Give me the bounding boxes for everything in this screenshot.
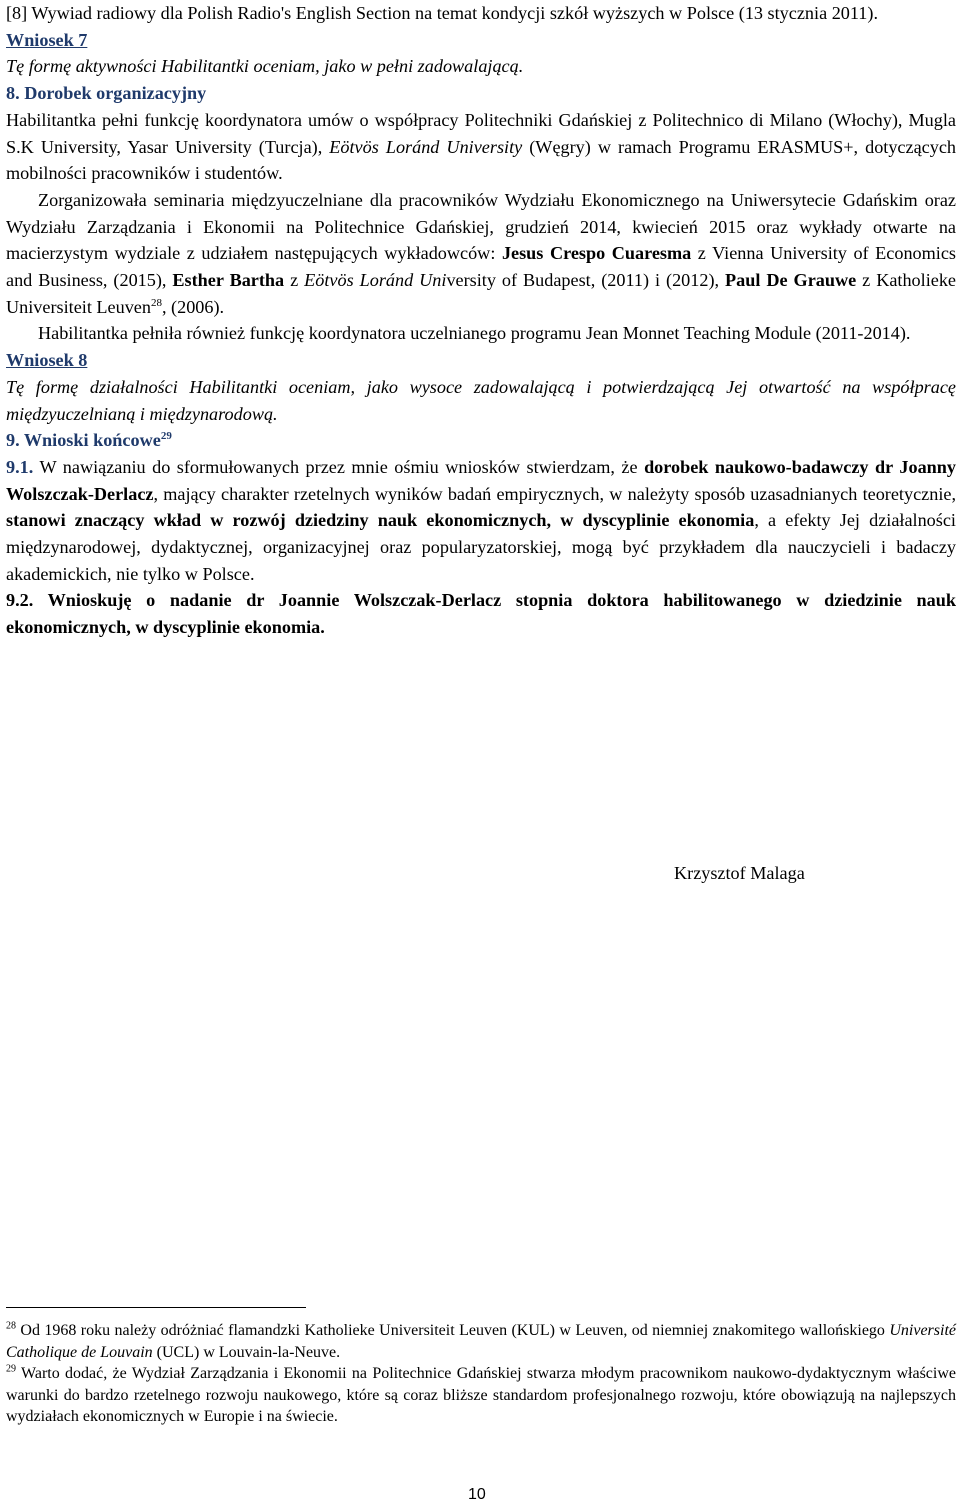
text-run: , (2006).	[161, 296, 225, 317]
text-run: Paul De Grauwe	[725, 270, 857, 291]
footnote-number: 29	[6, 1363, 16, 1375]
text-run: Zorganizowała seminaria międzyuczelniane dla pracowników Wydziału Ekonomicznego na Uniwersytecie Gdańskim oraz Wydziału Zarządzania i Ekonomii na Politechnice Gdańskiej, grudzień 2014, kwiecień 2015 oraz wykłady otwarte na macierzystym wydziale z udziałem następujących wykładowców:	[6, 189, 956, 264]
text-run: Od 1968 roku należy odróżniać flamandzki Katholieke Universiteit Leuven (KUL) w Leuven, od niemniej znakomitego wallońskiego	[16, 1322, 890, 1339]
text-run: W nawiązaniu do sformułowanych przez mnie ośmiu wniosków stwierdzam, że	[33, 456, 645, 477]
text-run: Warto dodać, że Wydział Zarządzania i Ekonomii na Politechnice Gdańskiej stwarza młodym pracownikom naukowo-dydaktycznym właściwe warunki do bardzo rzetelnego rozwoju naukowego, które są coraz bliższe standardom profesjonalnego rozwoju, które obowiązują na najlepszych wydziałach ekonomicznych w Europie i na świecie.	[6, 1365, 956, 1425]
text-run: , mający charakter rzetelnych wyników badań empirycznych, w należyty sposób uzasadnianych teoretycznie,	[153, 483, 956, 504]
heading-text: 9. Wnioski końcowe	[6, 430, 161, 451]
footnote-ref-28[interactable]: 28	[150, 296, 162, 309]
text-run: Habilitantka pełni funkcję koordynatora umów o współpracy Politechniki Gdańskiej z Politechnico di Milano (Włochy), Mugla S.K University, Yasar University (Turcja),	[6, 109, 956, 157]
section-8-heading: 8. Dorobek organizacyjny	[6, 83, 207, 104]
text-run: Eötvös Loránd Uni	[304, 270, 447, 291]
text-run: 9.1.	[6, 456, 34, 477]
text-run: (Węgry) w ramach Programu ERASMUS+, dotyczących mobilności pracowników i studentów.	[6, 136, 956, 184]
signature: Krzysztof Malaga	[674, 863, 805, 883]
text-run: 9.2. Wnioskuję o nadanie dr Joannie Wolszczak-Derlacz stopnia doktora habilitowanego w dziedzinie nauk ekonomicznych, w dyscyplinie ekonomia.	[6, 590, 956, 638]
footnote-number: 28	[6, 1320, 16, 1332]
wniosek-8-text: Tę formę działalności Habilitantki oceniam, jako wysoce zadowalającą i potwierdzającą Jej otwartość na współpracę międzyuczelnianą i międzynarodową.	[6, 376, 956, 424]
wniosek-7-text: Tę formę aktywności Habilitantki oceniam, jako w pełni zadowalającą.	[6, 56, 524, 77]
text-run: dorobek naukowo-badawczy dr Joanny Wolszczak-Derlacz	[6, 456, 956, 504]
wniosek-7-heading: Wniosek 7	[6, 29, 88, 50]
section-8-paragraph-2	[6, 187, 956, 321]
text-run: z Vienna University of Economics and Business, (2015),	[6, 243, 956, 291]
footnotes	[6, 1320, 956, 1428]
footnote-28	[6, 1320, 956, 1363]
text-run: Esther Bartha	[172, 270, 285, 291]
section-9-1-paragraph	[6, 454, 956, 588]
text-run: (UCL) w Louvain-la-Neuve.	[152, 1343, 341, 1361]
document-page	[6, 0, 956, 641]
text-run: z	[284, 270, 305, 291]
wniosek-8-heading: Wniosek 8	[6, 350, 88, 371]
reference-8: [8] Wywiad radiowy dla Polish Radio's English Section na temat kondycji szkół wyższych w Polsce (13 stycznia 2011).	[6, 3, 878, 23]
footnote-29	[6, 1363, 956, 1428]
section-8-paragraph-3: Habilitantka pełniła również funkcję koordynatora uczelnianego programu Jean Monnet Teaching Module (2011-2014).	[38, 323, 911, 344]
page-number: 10	[468, 1486, 486, 1503]
footnote-divider	[6, 1307, 306, 1308]
text-run: z Katholieke Universiteit Leuven	[6, 270, 956, 317]
section-9-2-paragraph	[6, 587, 956, 640]
text-run: , a efekty Jej działalności międzynarodowej, dydaktycznej, organizacyjnej oraz popularyzatorskiej, mogą być przykładem dla nauczycieli i badaczy akademickich, nie tylko w Polsce.	[6, 510, 956, 584]
text-run: Eötvös Loránd University	[329, 136, 523, 157]
text-run: stanowi znaczący wkład w rozwój dziedziny nauk ekonomicznych, w dyscyplinie ekonomia	[6, 510, 755, 531]
section-9-heading	[6, 427, 956, 454]
footnote-ref-29[interactable]: 29	[160, 430, 172, 443]
text-run: versity of Budapest, (2011) i (2012),	[446, 270, 726, 291]
text-run: Université Catholique de Louvain	[6, 1322, 956, 1361]
text-run: Jesus Crespo Cuaresma	[501, 243, 692, 264]
section-8-paragraph-1	[6, 107, 956, 187]
